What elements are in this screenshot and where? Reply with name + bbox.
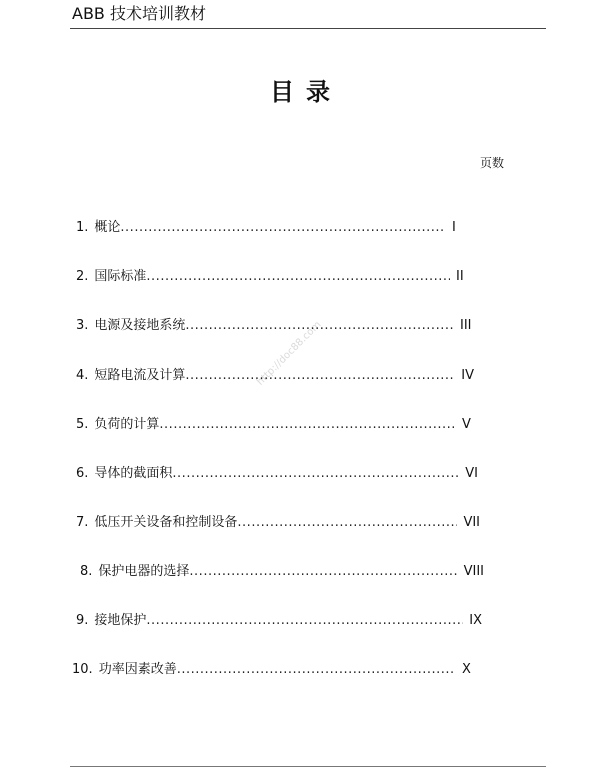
toc-title: 保护电器的选择 xyxy=(98,564,190,579)
toc-page: II xyxy=(456,269,464,284)
toc-title: 国际标准 xyxy=(94,269,147,284)
toc-leader xyxy=(237,514,457,532)
toc-entry[interactable] xyxy=(76,514,480,532)
toc-leader xyxy=(159,416,456,434)
toc-leader xyxy=(120,219,446,237)
page-title: 目录 xyxy=(270,78,342,106)
toc-page: VIII xyxy=(463,564,484,579)
toc-leader xyxy=(185,317,454,335)
toc-title: 接地保护 xyxy=(94,613,147,628)
toc-number: 4. xyxy=(76,368,89,383)
watermark-text: http://doc88.com xyxy=(255,319,324,388)
toc-leader xyxy=(172,465,459,483)
toc-page: III xyxy=(460,318,472,333)
toc-number: 7. xyxy=(76,515,89,530)
toc-page: VI xyxy=(465,466,478,481)
toc-leader xyxy=(177,661,456,679)
toc-entry[interactable] xyxy=(76,317,472,335)
toc-number: 9. xyxy=(76,613,89,628)
toc-number: 1. xyxy=(76,220,89,235)
toc-leader xyxy=(189,563,457,581)
toc-number: 5. xyxy=(76,417,89,432)
toc-page: IX xyxy=(469,613,482,628)
toc-leader xyxy=(146,612,463,630)
toc-page: V xyxy=(462,417,471,432)
toc-entry[interactable] xyxy=(76,465,478,483)
toc-number: 10. xyxy=(72,662,93,677)
toc-page: X xyxy=(462,662,471,677)
toc-title: 电源及接地系统 xyxy=(94,318,186,333)
toc-entry[interactable] xyxy=(76,416,474,434)
toc-title: 负荷的计算 xyxy=(94,417,160,432)
toc-page: VII xyxy=(463,515,480,530)
toc-leader xyxy=(146,268,450,286)
toc-page: I xyxy=(452,220,456,235)
toc-title: 低压开关设备和控制设备 xyxy=(94,515,238,530)
toc-entry[interactable] xyxy=(80,563,484,581)
toc-entry[interactable] xyxy=(72,661,474,679)
toc-entry[interactable] xyxy=(76,612,482,630)
toc-page: IV xyxy=(461,368,474,383)
toc-entry[interactable] xyxy=(76,268,468,286)
footer-divider xyxy=(70,766,546,767)
toc-title: 功率因素改善 xyxy=(98,662,177,677)
page-column-label: 页数 xyxy=(480,156,505,170)
toc-number: 2. xyxy=(76,269,89,284)
document-header: ABB 技术培训教材 xyxy=(72,4,206,23)
toc-entry[interactable] xyxy=(76,219,464,237)
header-divider xyxy=(70,28,546,29)
toc-number: 6. xyxy=(76,466,89,481)
toc-leader xyxy=(185,367,455,385)
toc-number: 8. xyxy=(80,564,93,579)
toc-title: 短路电流及计算 xyxy=(94,368,186,383)
toc-number: 3. xyxy=(76,318,89,333)
toc-title: 概论 xyxy=(94,220,121,235)
toc-entry[interactable] xyxy=(76,367,474,385)
toc-title: 导体的截面积 xyxy=(94,466,173,481)
